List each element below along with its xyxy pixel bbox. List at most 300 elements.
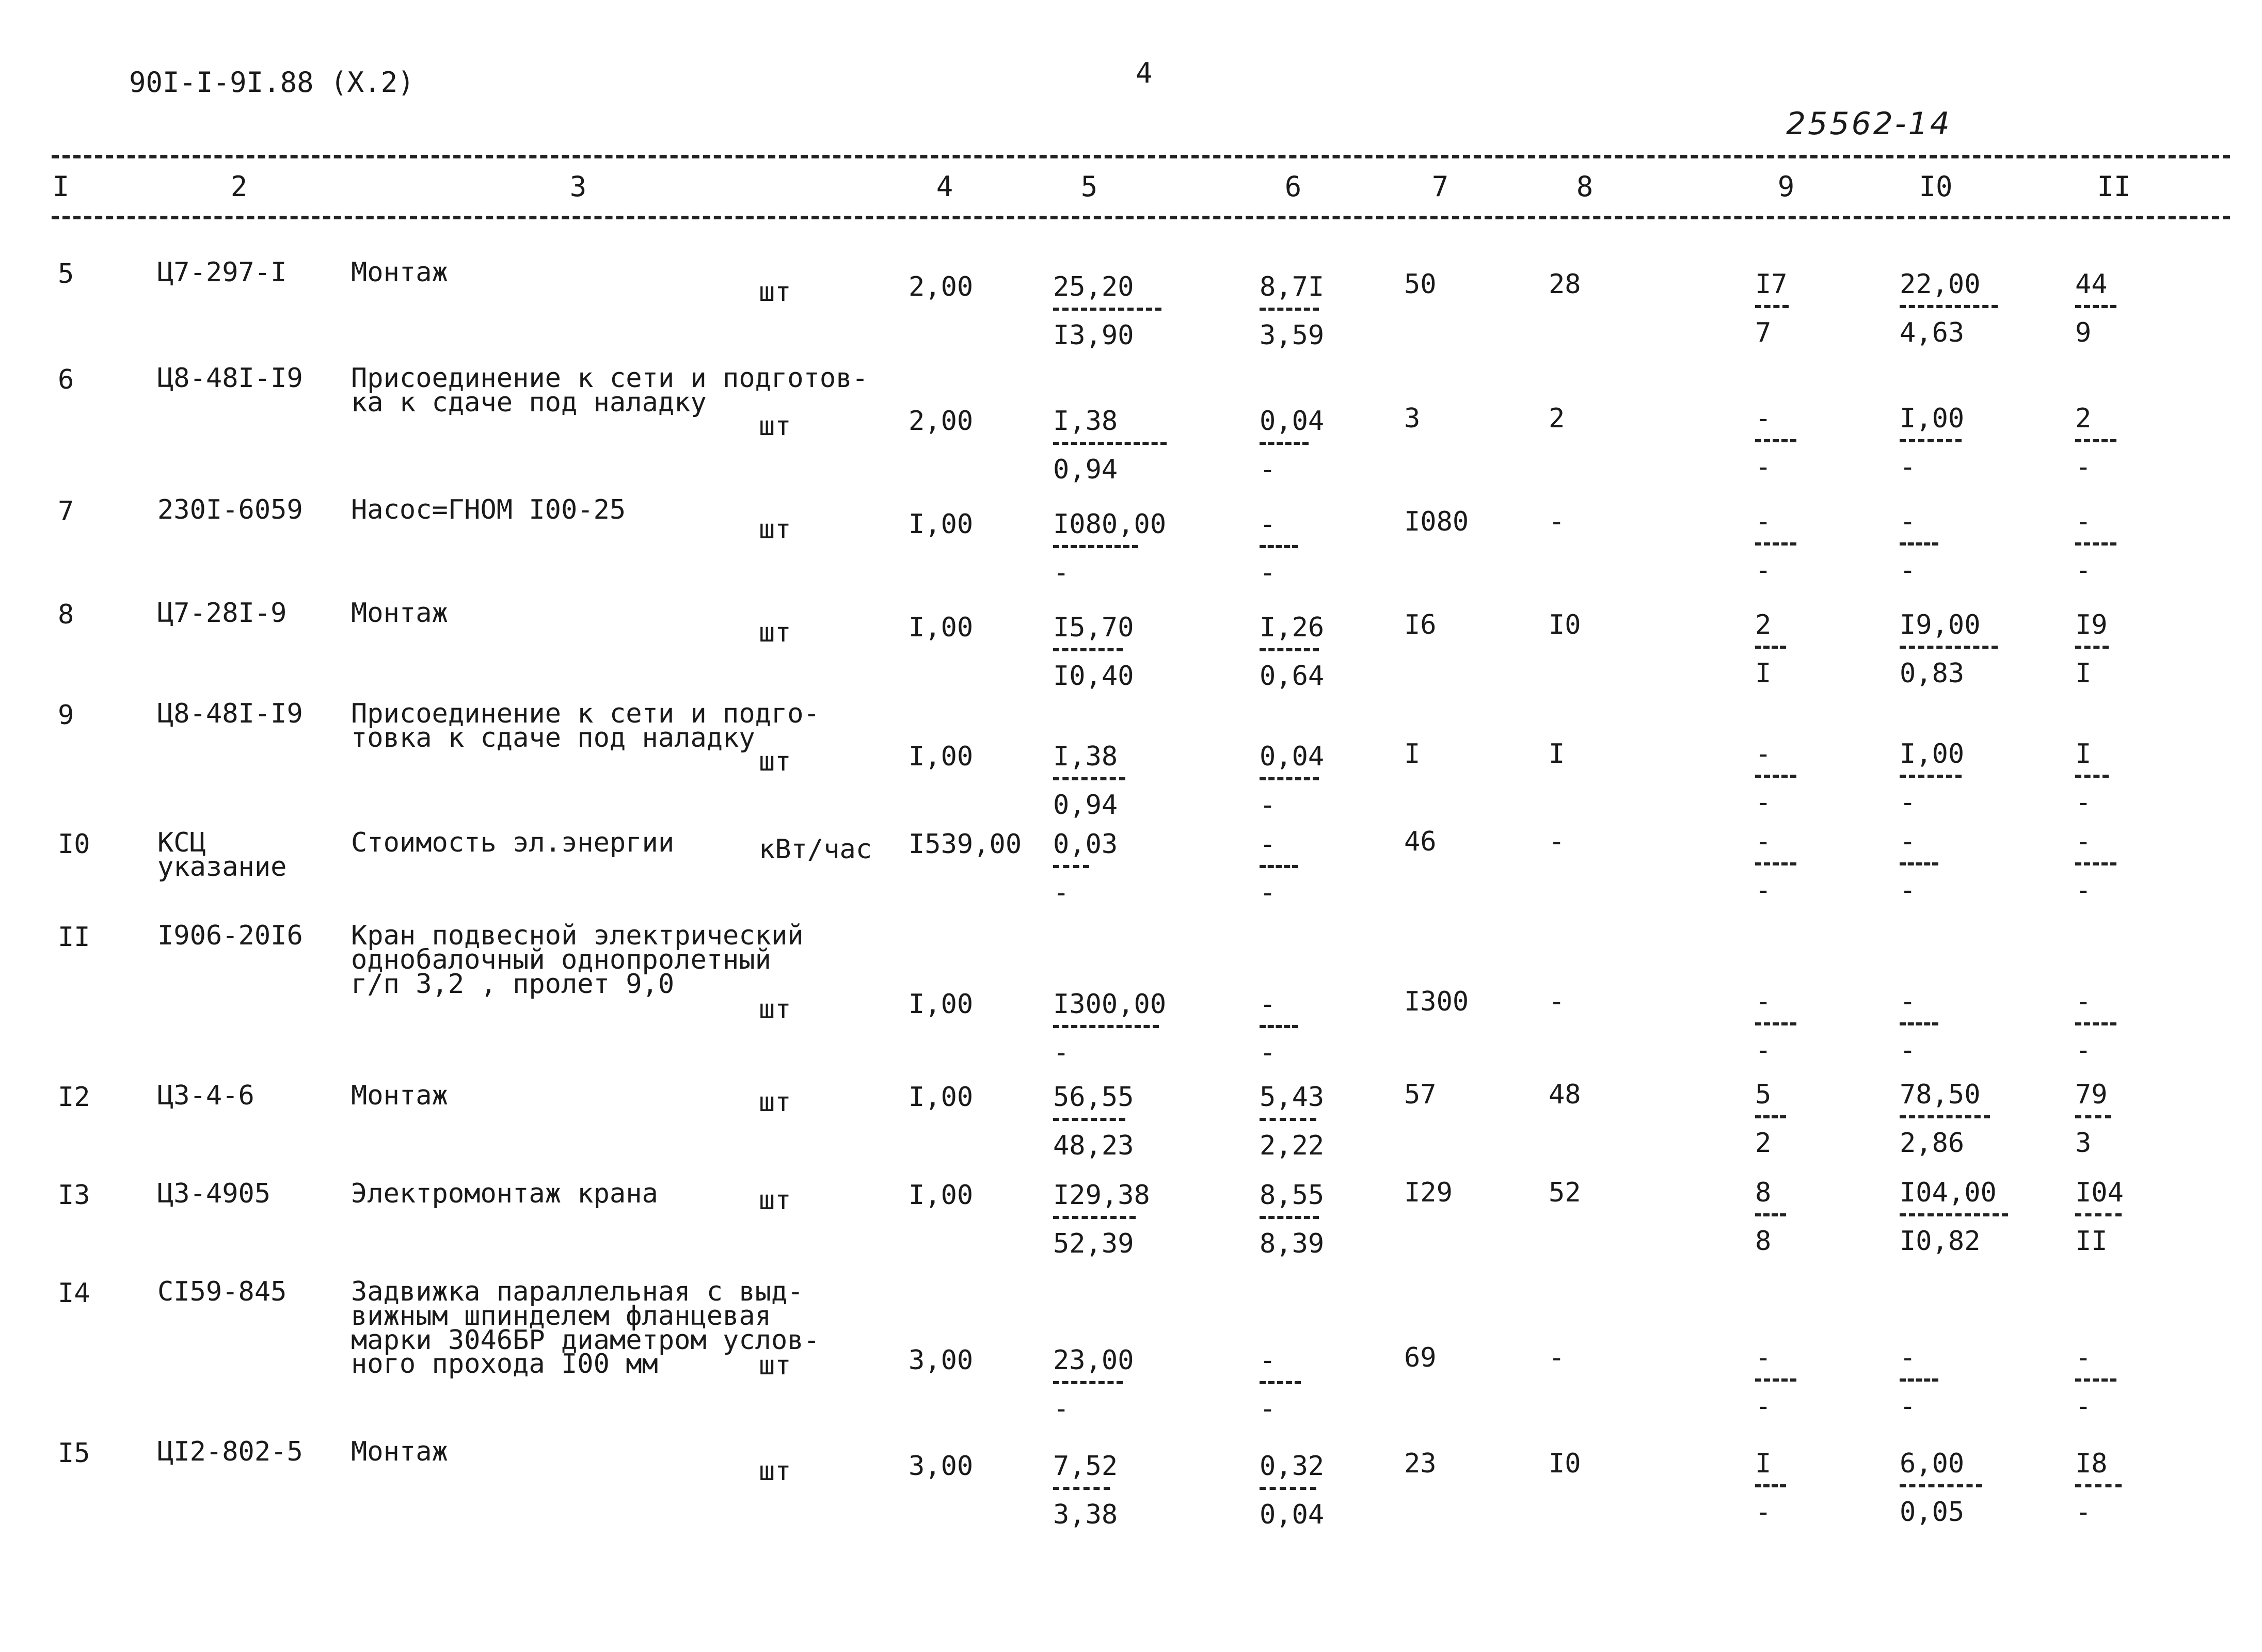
unit-cost-bar <box>1053 1118 1125 1121</box>
labor-total <box>2075 1450 2122 1526</box>
unit-wage-bar <box>1260 442 1309 445</box>
unit: шт <box>759 1087 791 1118</box>
unit: шт <box>759 994 791 1025</box>
total-wage: I <box>1549 739 1565 769</box>
table-header-rule <box>52 216 2230 219</box>
quantity: I,00 <box>909 612 974 643</box>
labor-total <box>2075 271 2116 346</box>
unit-cost-bar <box>1053 1025 1159 1028</box>
work-name: Монтаж <box>351 257 448 288</box>
unit-wage <box>1260 271 1325 351</box>
labor-unit <box>1900 828 1938 904</box>
labor-total-denominator: - <box>2075 555 2092 586</box>
price-code: Ц3-4905 <box>157 1178 271 1209</box>
price-code: I906-20I6 <box>157 920 303 951</box>
column-number: 2 <box>230 170 248 203</box>
total-machine-denominator: - <box>1755 555 1772 586</box>
unit-wage-bar <box>1260 1216 1319 1219</box>
unit: шт <box>759 746 791 777</box>
unit-wage-denominator: - <box>1260 454 1276 485</box>
labor-unit-numerator: - <box>1900 1342 1916 1373</box>
labor-unit <box>1900 1450 1982 1526</box>
labor-unit <box>1900 403 1965 483</box>
unit-cost <box>1053 1182 1150 1257</box>
labor-total-numerator: I04 <box>2075 1177 2124 1208</box>
unit-cost-numerator: I5,70 <box>1053 612 1134 643</box>
unit-wage-denominator: 0,64 <box>1260 661 1325 692</box>
unit-wage <box>1260 991 1298 1066</box>
labor-total-bar <box>2075 1378 2116 1382</box>
total-machine-numerator: I7 <box>1755 269 1788 300</box>
total-machine <box>1755 1179 1786 1255</box>
unit-cost-numerator: I080,00 <box>1053 509 1167 540</box>
labor-total <box>2075 508 2116 584</box>
total-machine-numerator: - <box>1755 826 1772 857</box>
total-machine-bar <box>1755 542 1796 546</box>
unit-wage-numerator: 5,43 <box>1260 1082 1325 1113</box>
labor-total-numerator: I8 <box>2075 1448 2108 1479</box>
labor-total-denominator: - <box>2075 452 2092 483</box>
unit-cost-denominator: - <box>1053 1393 1070 1424</box>
total-machine <box>1755 612 1786 687</box>
row-number: I3 <box>58 1180 90 1211</box>
total-wage: I0 <box>1549 1448 1581 1479</box>
total-machine <box>1755 508 1796 584</box>
total-machine-denominator: - <box>1755 1497 1772 1528</box>
quantity: 2,00 <box>909 271 974 302</box>
labor-total-denominator: - <box>2075 1035 2092 1066</box>
unit-wage-numerator: 8,7I <box>1260 271 1325 302</box>
unit-cost-denominator: - <box>1053 877 1070 908</box>
labor-total-bar <box>2075 439 2116 442</box>
column-number: 6 <box>1284 170 1302 203</box>
labor-unit-numerator: - <box>1900 506 1916 537</box>
quantity: 3,00 <box>909 1451 974 1482</box>
price-code: ЦI2-802-5 <box>157 1436 303 1467</box>
total-machine <box>1755 1450 1786 1526</box>
total-cost: I080 <box>1404 506 1469 537</box>
total-wage: 52 <box>1549 1177 1581 1208</box>
quantity: I,00 <box>909 509 974 540</box>
labor-total-denominator: 9 <box>2075 317 2092 348</box>
column-number: I <box>52 170 70 203</box>
quantity: 2,00 <box>909 406 974 437</box>
unit-cost <box>1053 1347 1134 1422</box>
labor-unit-denominator: 0,83 <box>1900 658 1965 689</box>
labor-total-numerator: - <box>2075 506 2092 537</box>
unit-wage-numerator: - <box>1260 829 1276 860</box>
unit-wage-denominator: - <box>1260 790 1276 821</box>
column-number: 3 <box>569 170 587 203</box>
unit-cost-numerator: 7,52 <box>1053 1451 1118 1482</box>
unit-cost-bar <box>1053 545 1138 548</box>
unit: шт <box>759 277 791 308</box>
labor-total-numerator: 44 <box>2075 269 2108 300</box>
labor-unit <box>1900 1344 1938 1420</box>
labor-total-bar <box>2075 1484 2122 1487</box>
labor-unit-bar <box>1900 1213 2008 1216</box>
total-machine-numerator: - <box>1755 739 1772 769</box>
total-machine <box>1755 741 1796 816</box>
quantity: I,00 <box>909 1180 974 1211</box>
total-machine-bar <box>1755 439 1796 442</box>
labor-total-bar <box>2075 862 2116 865</box>
total-cost: I6 <box>1404 610 1437 640</box>
unit-wage-bar <box>1260 545 1298 548</box>
total-cost: 69 <box>1404 1342 1437 1373</box>
unit-wage <box>1260 1453 1324 1528</box>
row-number: I0 <box>58 829 90 860</box>
row-number: I2 <box>58 1082 90 1113</box>
labor-total <box>2075 741 2109 816</box>
work-name: Монтаж <box>351 598 448 629</box>
total-wage: - <box>1549 1342 1565 1373</box>
total-cost: I <box>1404 739 1421 769</box>
unit-wage <box>1260 408 1324 483</box>
labor-unit-denominator: 0,05 <box>1900 1497 1965 1528</box>
labor-total-denominator: - <box>2075 787 2092 818</box>
unit-wage-bar <box>1260 1025 1298 1028</box>
total-machine-bar <box>1755 1378 1796 1382</box>
labor-unit <box>1900 1081 1990 1157</box>
unit-cost-bar <box>1053 1381 1123 1384</box>
labor-total-bar <box>2075 1022 2116 1025</box>
total-machine-bar <box>1755 1213 1786 1216</box>
labor-total-numerator: - <box>2075 826 2092 857</box>
labor-unit <box>1900 741 1964 816</box>
quantity: I539,00 <box>909 829 1022 860</box>
unit-cost-numerator: 23,00 <box>1053 1345 1134 1376</box>
total-machine-denominator: 2 <box>1755 1128 1772 1159</box>
total-machine-bar <box>1755 1022 1796 1025</box>
unit-cost-denominator: 3,38 <box>1053 1499 1118 1530</box>
labor-unit-numerator: - <box>1900 986 1916 1017</box>
total-cost: 3 <box>1404 403 1421 434</box>
total-wage: - <box>1549 506 1565 537</box>
unit-wage <box>1260 1084 1324 1159</box>
unit-cost <box>1053 511 1166 586</box>
unit-wage-denominator: - <box>1260 877 1276 908</box>
work-name: Монтаж <box>351 1436 448 1467</box>
total-machine-bar <box>1755 862 1796 865</box>
labor-unit <box>1900 1179 2008 1255</box>
unit-cost <box>1053 743 1125 819</box>
unit-cost-bar <box>1053 777 1125 780</box>
unit-cost-numerator: I,38 <box>1053 406 1118 437</box>
labor-unit-denominator: - <box>1900 555 1916 586</box>
total-machine-denominator: - <box>1755 875 1772 906</box>
total-machine-numerator: 2 <box>1755 610 1772 640</box>
unit-wage-denominator: - <box>1260 1037 1276 1068</box>
unit-cost-denominator: 52,39 <box>1053 1228 1134 1259</box>
unit-wage-numerator: 0,04 <box>1260 406 1325 437</box>
labor-unit <box>1900 271 1998 346</box>
unit-cost-numerator: I300,00 <box>1053 989 1167 1020</box>
unit-cost <box>1053 408 1167 483</box>
unit-cost <box>1053 1453 1118 1528</box>
price-code: Ц7-28I-9 <box>157 598 287 629</box>
labor-unit-denominator: - <box>1900 875 1916 906</box>
total-machine-numerator: 8 <box>1755 1177 1772 1208</box>
total-cost: I29 <box>1404 1177 1453 1208</box>
row-number: 5 <box>58 259 74 290</box>
unit-wage-numerator: - <box>1260 509 1276 540</box>
row-number: 8 <box>58 599 74 630</box>
unit-cost <box>1053 271 1161 351</box>
unit: шт <box>759 1350 791 1381</box>
work-name: Электромонтаж крана <box>351 1178 658 1209</box>
labor-total-denominator: - <box>2075 1391 2092 1422</box>
labor-unit-bar <box>1900 646 1998 649</box>
labor-total-numerator: 2 <box>2075 403 2092 434</box>
work-name: Монтаж <box>351 1080 448 1111</box>
labor-unit-numerator: 6,00 <box>1900 1448 1965 1479</box>
total-cost: 50 <box>1404 269 1437 300</box>
total-machine-bar <box>1755 646 1786 649</box>
unit-wage-bar <box>1260 865 1298 868</box>
price-code: СI59-845 <box>157 1276 287 1307</box>
labor-total-denominator: - <box>2075 875 2092 906</box>
unit-wage-denominator: - <box>1260 557 1276 588</box>
unit-cost-numerator: 0,03 <box>1053 829 1118 860</box>
unit-wage-numerator: - <box>1260 1345 1276 1376</box>
column-number: I0 <box>1919 170 1953 203</box>
labor-total-numerator: I9 <box>2075 610 2108 640</box>
unit-wage-numerator: 0,32 <box>1260 1451 1325 1482</box>
unit-wage <box>1260 1347 1301 1422</box>
page-number: 4 <box>1136 57 1153 89</box>
unit-wage-bar <box>1260 1487 1316 1490</box>
unit-wage-denominator: 8,39 <box>1260 1228 1325 1259</box>
total-machine-denominator: 7 <box>1755 317 1772 348</box>
row-number: 9 <box>58 700 74 731</box>
sheet-code: 25562-14 <box>1786 106 1952 142</box>
labor-unit-denominator: - <box>1900 787 1916 818</box>
unit-cost-bar <box>1053 865 1089 868</box>
labor-total-numerator: - <box>2075 1342 2092 1373</box>
unit-wage-bar <box>1260 648 1319 651</box>
total-machine-bar <box>1755 305 1789 308</box>
price-code: Ц8-48I-I9 <box>157 698 303 729</box>
total-cost: 46 <box>1404 826 1437 857</box>
unit-cost-bar <box>1053 442 1167 445</box>
labor-total <box>2075 828 2116 904</box>
price-code: Ц8-48I-I9 <box>157 363 303 394</box>
total-wage: I0 <box>1549 610 1581 640</box>
unit-cost-numerator: 56,55 <box>1053 1082 1134 1113</box>
labor-total-bar <box>2075 1115 2111 1118</box>
row-number: 6 <box>58 364 74 395</box>
total-machine-bar <box>1755 775 1796 778</box>
document-code: 90I-I-9I.88 (X.2) <box>129 66 415 99</box>
row-number: II <box>58 922 90 953</box>
total-wage: - <box>1549 986 1565 1017</box>
unit-cost-numerator: I,38 <box>1053 741 1118 772</box>
unit-wage-numerator: - <box>1260 989 1276 1020</box>
work-name: Присоединение к сети и подго- товка к сдаче под наладку <box>351 698 820 753</box>
labor-total-numerator: I <box>2075 739 2092 769</box>
unit-wage-numerator: 0,04 <box>1260 741 1325 772</box>
work-name: Задвижка параллельная с выд- вижным шпинделем фланцевая марки 3046БР диаметром услов- ного прохода I00 мм <box>351 1276 820 1380</box>
total-cost: I300 <box>1404 986 1469 1017</box>
quantity: I,00 <box>909 1082 974 1113</box>
labor-unit-numerator: I04,00 <box>1900 1177 1997 1208</box>
unit: шт <box>759 1456 791 1487</box>
labor-unit-denominator: - <box>1900 1391 1916 1422</box>
labor-unit <box>1900 508 1938 584</box>
total-machine <box>1755 403 1796 483</box>
labor-total <box>2075 1081 2111 1157</box>
price-code: КСЦ указание <box>157 827 287 883</box>
work-name: Кран подвесной электрический однобалочный однопролетный г/п 3,2 , пролет 9,0 <box>351 920 804 1000</box>
table-top-rule <box>52 155 2230 158</box>
unit: кВт/час <box>759 834 872 865</box>
unit-cost-numerator: I29,38 <box>1053 1180 1150 1211</box>
total-machine-numerator: I <box>1755 1448 1772 1479</box>
price-code: Ц3-4-6 <box>157 1080 254 1111</box>
unit-wage-denominator: 0,04 <box>1260 1499 1325 1530</box>
unit-cost-bar <box>1053 308 1161 311</box>
unit-cost-numerator: 25,20 <box>1053 271 1134 302</box>
labor-unit-bar <box>1900 1484 1982 1487</box>
total-machine-numerator: 5 <box>1755 1079 1772 1110</box>
unit-cost-bar <box>1053 648 1123 651</box>
column-number: 4 <box>936 170 953 203</box>
unit-wage <box>1260 511 1298 586</box>
total-machine <box>1755 828 1796 904</box>
price-code: 230I-6059 <box>157 494 303 525</box>
total-machine <box>1755 1081 1786 1157</box>
labor-total-bar <box>2075 646 2109 649</box>
column-number: 9 <box>1777 170 1795 203</box>
labor-total-denominator: I <box>2075 658 2092 689</box>
unit-wage <box>1260 831 1298 906</box>
labor-unit <box>1900 988 1938 1064</box>
total-wage: 48 <box>1549 1079 1581 1110</box>
labor-total <box>2075 612 2109 687</box>
unit-wage <box>1260 743 1324 819</box>
row-number: I4 <box>58 1278 90 1309</box>
unit-cost <box>1053 1084 1134 1159</box>
labor-unit-bar <box>1900 439 1962 442</box>
unit: шт <box>759 1185 791 1216</box>
unit-cost <box>1053 991 1166 1066</box>
labor-total <box>2075 1344 2116 1420</box>
unit-cost-bar <box>1053 1487 1110 1490</box>
work-name: Насос=ГНОМ I00-25 <box>351 494 626 525</box>
unit-cost <box>1053 831 1118 906</box>
total-machine <box>1755 1344 1796 1420</box>
total-machine-numerator: - <box>1755 403 1772 434</box>
labor-unit-numerator: 22,00 <box>1900 269 1981 300</box>
unit-wage-numerator: I,26 <box>1260 612 1325 643</box>
labor-total <box>2075 1179 2124 1255</box>
labor-unit-bar <box>1900 1378 1938 1382</box>
labor-total-denominator: - <box>2075 1497 2092 1528</box>
unit-cost-denominator: I3,90 <box>1053 320 1134 351</box>
labor-total-numerator: - <box>2075 986 2092 1017</box>
labor-unit-bar <box>1900 542 1938 546</box>
labor-total <box>2075 988 2116 1064</box>
unit-cost-denominator: - <box>1053 1037 1070 1068</box>
unit: шт <box>759 514 791 545</box>
unit-wage-denominator: 2,22 <box>1260 1130 1325 1161</box>
labor-unit-numerator: I9,00 <box>1900 610 1981 640</box>
column-number: 7 <box>1431 170 1449 203</box>
labor-unit-bar <box>1900 1022 1938 1025</box>
quantity: I,00 <box>909 989 974 1020</box>
unit-cost-denominator: 0,94 <box>1053 454 1118 485</box>
labor-unit-numerator: I,00 <box>1900 739 1965 769</box>
unit-cost-denominator: 0,94 <box>1053 790 1118 821</box>
total-machine-denominator: I <box>1755 658 1772 689</box>
total-cost: 57 <box>1404 1079 1437 1110</box>
labor-unit-denominator: I0,82 <box>1900 1226 1981 1257</box>
total-machine-denominator: 8 <box>1755 1226 1772 1257</box>
total-wage: 2 <box>1549 403 1565 434</box>
labor-unit-bar <box>1900 305 1998 308</box>
total-machine-denominator: - <box>1755 1035 1772 1066</box>
unit-cost-denominator: I0,40 <box>1053 661 1134 692</box>
total-machine-bar <box>1755 1115 1786 1118</box>
column-number: 8 <box>1576 170 1594 203</box>
unit-wage <box>1260 1182 1324 1257</box>
total-machine-denominator: - <box>1755 787 1772 818</box>
labor-unit-denominator: - <box>1900 452 1916 483</box>
labor-total-numerator: 79 <box>2075 1079 2108 1110</box>
labor-unit <box>1900 612 1998 687</box>
total-wage: 28 <box>1549 269 1581 300</box>
labor-total-bar <box>2075 305 2116 308</box>
quantity: 3,00 <box>909 1345 974 1376</box>
unit-wage-bar <box>1260 1118 1316 1121</box>
unit-wage-bar <box>1260 308 1319 311</box>
total-machine-bar <box>1755 1484 1786 1487</box>
labor-unit-numerator: - <box>1900 826 1916 857</box>
total-machine-numerator: - <box>1755 1342 1772 1373</box>
row-number: 7 <box>58 496 74 527</box>
column-number: 5 <box>1080 170 1098 203</box>
labor-unit-denominator: 2,86 <box>1900 1128 1965 1159</box>
unit: шт <box>759 617 791 648</box>
labor-total-bar <box>2075 542 2116 546</box>
unit-wage-bar <box>1260 1381 1301 1384</box>
labor-unit-bar <box>1900 1115 1990 1118</box>
total-machine-denominator: - <box>1755 1391 1772 1422</box>
total-machine-numerator: - <box>1755 986 1772 1017</box>
total-machine <box>1755 271 1789 346</box>
unit-wage <box>1260 612 1325 692</box>
total-wage: - <box>1549 826 1565 857</box>
labor-unit-bar <box>1900 775 1962 778</box>
unit-wage-bar <box>1260 777 1319 780</box>
total-machine-denominator: - <box>1755 452 1772 483</box>
labor-unit-numerator: I,00 <box>1900 403 1965 434</box>
column-number: II <box>2097 170 2131 203</box>
price-code: Ц7-297-I <box>157 257 287 288</box>
row-number: I5 <box>58 1438 90 1469</box>
unit-wage-numerator: 8,55 <box>1260 1180 1325 1211</box>
labor-unit-denominator: 4,63 <box>1900 317 1965 348</box>
unit: шт <box>759 411 791 442</box>
labor-unit-bar <box>1900 862 1938 865</box>
labor-total <box>2075 403 2116 483</box>
labor-total-bar <box>2075 775 2109 778</box>
unit-cost-denominator: - <box>1053 557 1070 588</box>
work-name: Стоимость эл.энергии <box>351 827 675 858</box>
unit-wage-denominator: - <box>1260 1393 1276 1424</box>
labor-total-denominator: 3 <box>2075 1128 2092 1159</box>
